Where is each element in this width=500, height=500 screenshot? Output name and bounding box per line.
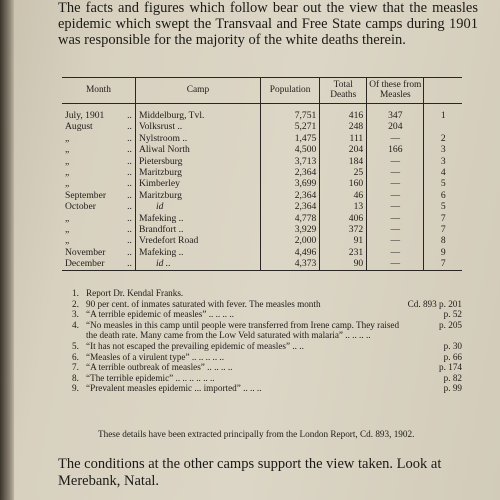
footnote-number: 7.	[72, 362, 79, 373]
table-row	[62, 167, 462, 178]
table-row	[62, 235, 462, 246]
cell-measles: —	[367, 213, 424, 224]
cell-measles: —	[367, 178, 424, 189]
cell-measles: —	[367, 133, 424, 144]
cell-note: 9	[424, 247, 462, 258]
cell-month: „ ..	[65, 167, 132, 179]
footnote-ref: p. 66	[443, 351, 462, 362]
cell-measles: —	[367, 167, 424, 178]
table-row	[62, 258, 462, 269]
footnote-item	[72, 383, 462, 394]
footnote-number: 6.	[72, 351, 79, 362]
cell-total-deaths: 91	[320, 235, 367, 246]
cell-month: „ ..	[65, 178, 132, 190]
cell-measles: 166	[367, 144, 424, 155]
footnote-item	[72, 299, 462, 310]
cell-month: „ ..	[65, 235, 132, 247]
header-total-deaths: Total Deaths	[320, 78, 367, 104]
footnote-text: Report Dr. Kendal Franks.	[86, 288, 184, 298]
footnote-number: 3.	[72, 309, 79, 320]
table-row	[62, 213, 462, 224]
table-row	[62, 178, 462, 189]
cell-note: 6	[424, 190, 462, 201]
footnote-item	[72, 341, 462, 352]
header-note	[424, 78, 462, 104]
cell-note: 4	[424, 167, 462, 178]
cell-month: September ..	[65, 189, 132, 201]
cell-camp: Kimberley	[135, 178, 260, 189]
footnote-ref: Cd. 893 p. 201	[407, 298, 462, 309]
footnote-ref	[400, 288, 462, 299]
footnote-text: “A terrible outbreak of measles” .. .. .. ..	[86, 362, 233, 373]
cell-note: 5	[424, 201, 462, 212]
cell-camp: Vredefort Road	[135, 235, 260, 246]
cell-total-deaths: 231	[320, 247, 367, 258]
cell-camp: Maritzburg	[135, 190, 260, 201]
cell-population: 1,475	[260, 133, 319, 144]
cell-camp: Middelburg, Tvl.	[135, 104, 260, 122]
footnote-number: 9.	[72, 383, 79, 394]
footnote-number: 5.	[72, 340, 79, 351]
cell-month: July, 1901 ..	[65, 110, 132, 121]
table-row	[62, 133, 462, 144]
header-population: Population	[260, 78, 319, 104]
footnote-ref: p. 52	[443, 309, 462, 320]
footnote-number: 8.	[72, 372, 79, 383]
camp-deaths-table	[62, 77, 462, 271]
cell-month: „ ..	[65, 132, 132, 144]
cell-camp: Mafeking ..	[135, 213, 260, 224]
cell-total-deaths: 25	[320, 167, 367, 178]
cell-population: 2,000	[260, 235, 319, 246]
cell-camp: id ..	[135, 258, 260, 269]
footnote-ref: p. 30	[443, 340, 462, 351]
header-measles: Of these from Measles	[367, 78, 424, 104]
cell-note: 1	[424, 104, 462, 122]
cell-month: „ ..	[65, 212, 132, 224]
cell-measles: 204	[367, 121, 424, 132]
cell-total-deaths: 160	[320, 178, 367, 189]
footnote-text: “A terrible epidemic of measles” .. .. .. ..	[86, 309, 234, 320]
cell-total-deaths: 248	[320, 121, 367, 132]
cell-total-deaths: 372	[320, 224, 367, 235]
table-row	[62, 121, 462, 132]
cell-measles: —	[367, 235, 424, 246]
cell-total-deaths: 46	[320, 190, 367, 201]
cell-camp: Aliwal North	[135, 144, 260, 155]
cell-note: 7	[424, 258, 462, 269]
cell-total-deaths: 184	[320, 156, 367, 167]
footnote-text: “Measles of a virulent type” .. .. .. .. ..	[86, 351, 225, 362]
footnotes	[72, 288, 462, 394]
cell-population: 7,751	[260, 104, 319, 122]
cell-population: 2,364	[260, 167, 319, 178]
footnote-text: “Prevalent measles epidemic ... imported” .. .. ..	[86, 383, 262, 394]
cell-camp: id	[135, 201, 260, 212]
table-row	[62, 190, 462, 201]
cell-note: 3	[424, 156, 462, 167]
footnote-ref: p. 174	[439, 362, 462, 373]
cell-note: 7	[424, 224, 462, 235]
table-row	[62, 247, 462, 258]
footnote-text: “The terrible epidemic” .. .. .. .. .. ..	[86, 372, 215, 383]
table-row	[62, 201, 462, 212]
cell-note: 2	[424, 133, 462, 144]
footnote-item	[72, 362, 462, 373]
cell-camp: Pietersburg	[135, 156, 260, 167]
cell-camp: Mafeking ..	[135, 247, 260, 258]
cell-note: 3	[424, 144, 462, 155]
cell-population: 3,929	[260, 224, 319, 235]
footnote-text: “It has not escaped the prevailing epidemic of measles” .. ..	[86, 340, 304, 351]
cell-measles: —	[367, 201, 424, 212]
table-row	[62, 224, 462, 235]
footnote-item	[72, 288, 462, 299]
cell-total-deaths: 406	[320, 213, 367, 224]
cell-note: 8	[424, 235, 462, 246]
cell-note	[424, 121, 462, 132]
footnote-text: 90 per cent. of inmates saturated with fever. The measles month	[86, 298, 321, 309]
cell-population: 2,364	[260, 190, 319, 201]
cell-camp: Brandfort ..	[135, 224, 260, 235]
table-row	[62, 156, 462, 167]
cell-population: 4,778	[260, 213, 319, 224]
cell-population: 3,713	[260, 156, 319, 167]
intro-paragraph: The facts and figures which follow bear out the view that the measles epidemic which swept the Transvaal and Free State camps during 1901 was responsible for the majority of the white deaths therein.	[58, 0, 478, 48]
cell-month: November ..	[65, 246, 132, 258]
cell-measles: 347	[367, 104, 424, 122]
footnote-number: 2.	[72, 298, 79, 309]
footnote-number: 4.	[72, 319, 79, 330]
closing-paragraph: The conditions at the other camps support the view taken. Look at Merebank, Natal.	[58, 456, 442, 489]
cell-camp: Nylstroom ..	[135, 133, 260, 144]
cell-population: 4,373	[260, 258, 319, 269]
table-row	[62, 104, 462, 122]
book-spine-shadow	[0, 0, 14, 500]
footnote-text: “No measles in this camp until people were transferred from Irene camp. They raised the death rate. Many came from the Low Veld saturated with malaria” .. .. .. ..	[86, 319, 400, 341]
footnote-ref: p. 82	[443, 372, 462, 383]
cell-total-deaths: 111	[320, 133, 367, 144]
header-camp: Camp	[135, 78, 260, 104]
footnote-ref: p. 99	[443, 383, 462, 394]
cell-month: „ ..	[65, 155, 132, 167]
table-row	[62, 144, 462, 155]
cell-measles: —	[367, 224, 424, 235]
cell-month: „ ..	[65, 224, 132, 236]
cell-note: 5	[424, 178, 462, 189]
cell-note: 7	[424, 213, 462, 224]
cell-total-deaths: 416	[320, 104, 367, 122]
cell-month: October ..	[65, 201, 132, 213]
cell-camp: Maritzburg	[135, 167, 260, 178]
footnote-item	[72, 320, 462, 341]
cell-measles: —	[367, 190, 424, 201]
cell-total-deaths: 90	[320, 258, 367, 269]
footnote-ref: p. 205	[439, 319, 462, 330]
cell-population: 2,364	[260, 201, 319, 212]
table-body	[62, 104, 462, 270]
cell-measles: —	[367, 156, 424, 167]
cell-month: December ..	[65, 258, 132, 270]
cell-camp: Volksrust ..	[135, 121, 260, 132]
cell-month: August ..	[65, 121, 132, 133]
cell-month: „ ..	[65, 144, 132, 156]
cell-total-deaths: 204	[320, 144, 367, 155]
cell-measles: —	[367, 247, 424, 258]
footnote-number: 1.	[72, 288, 79, 298]
cell-population: 5,271	[260, 121, 319, 132]
header-month: Month	[62, 78, 135, 104]
source-note: These details have been extracted principally from the London Report, Cd. 893, 1902.	[98, 429, 415, 439]
cell-population: 3,699	[260, 178, 319, 189]
footnote-item	[72, 373, 462, 384]
cell-measles: —	[367, 258, 424, 269]
cell-population: 4,496	[260, 247, 319, 258]
cell-population: 4,500	[260, 144, 319, 155]
footnote-item	[72, 352, 462, 363]
footnote-item	[72, 309, 462, 320]
cell-total-deaths: 13	[320, 201, 367, 212]
